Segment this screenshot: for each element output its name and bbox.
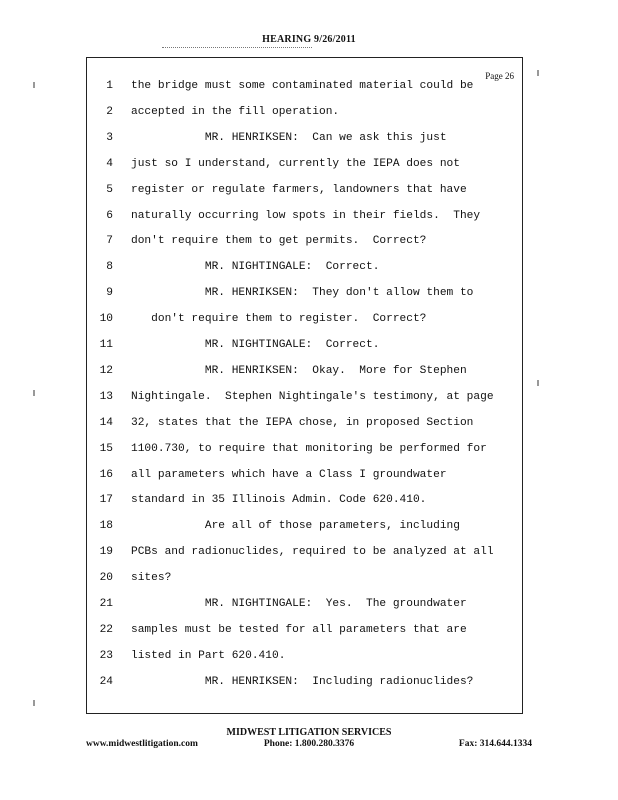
line-number: 5: [106, 183, 113, 196]
transcript-line: [87, 650, 524, 670]
line-text: MR. HENRIKSEN: They don't allow them to: [131, 287, 474, 300]
line-number: 24: [99, 675, 113, 688]
transcript-line: [87, 313, 524, 333]
line-number: 12: [99, 364, 113, 377]
transcript-line: [87, 417, 524, 437]
footer-company: MIDWEST LITIGATION SERVICES: [226, 727, 392, 738]
transcript-line: [87, 365, 524, 385]
line-text: naturally occurring low spots in their fields. They: [131, 209, 481, 222]
transcript-frame: [86, 57, 523, 714]
transcript-line: [87, 598, 524, 618]
line-text: MR. HENRIKSEN: Can we ask this just: [131, 131, 447, 144]
line-text: all parameters which have a Class I groundwater: [131, 468, 447, 481]
line-number: 3: [106, 131, 113, 144]
transcript-line: [87, 572, 524, 592]
line-number: 16: [99, 468, 113, 481]
transcript-line: [87, 391, 524, 411]
line-text: listed in Part 620.410.: [131, 649, 286, 662]
margin-mark: [33, 700, 35, 706]
line-text: MR. NIGHTINGALE: Correct.: [131, 339, 380, 351]
transcript-line: [87, 624, 524, 644]
line-text: accepted in the fill operation.: [131, 105, 340, 118]
line-text: samples must be tested for all parameters that are: [131, 623, 467, 636]
line-number: 23: [99, 649, 113, 662]
footer-website: www.midwestlitigation.com: [86, 739, 198, 749]
line-number: 8: [106, 261, 113, 274]
transcript-line: [87, 494, 524, 514]
margin-mark: [33, 390, 35, 396]
line-text: MR. HENRIKSEN: Okay. More for Stephen: [131, 364, 467, 377]
page-number: Page 26: [485, 71, 514, 81]
transcript-line: [87, 520, 524, 540]
margin-mark: [33, 82, 35, 88]
line-number: 17: [99, 494, 113, 507]
line-text: sites?: [131, 572, 172, 585]
transcript-line: [87, 80, 524, 100]
line-number: 4: [106, 157, 113, 170]
line-number: 10: [99, 313, 113, 326]
line-number: 14: [99, 416, 113, 429]
line-text: don't require them to register. Correct?: [131, 313, 427, 326]
line-number: 19: [99, 546, 113, 559]
line-text: Are all of those parameters, including: [131, 520, 460, 533]
line-text: Nightingale. Stephen Nightingale's testimony, at page: [131, 390, 494, 403]
line-number: 15: [99, 442, 113, 455]
line-text: MR. NIGHTINGALE: Yes. The groundwater: [131, 598, 467, 610]
line-number: 21: [99, 598, 113, 610]
line-text: standard in 35 Illinois Admin. Code 620.410.: [131, 494, 427, 507]
margin-mark: [537, 380, 539, 386]
footer-phone: Phone: 1.800.280.3376: [263, 739, 355, 749]
line-number: 2: [106, 105, 113, 118]
transcript-line: [87, 676, 524, 696]
footer-fax: Fax: 314.644.1334: [458, 739, 532, 749]
transcript-line: [87, 210, 524, 230]
scan-artifact: [162, 47, 312, 49]
line-text: don't require them to get permits. Correct?: [131, 235, 427, 248]
transcript-line: [87, 339, 524, 359]
transcript-line: [87, 287, 524, 307]
line-number: 11: [99, 339, 113, 351]
line-text: just so I understand, currently the IEPA does not: [131, 157, 460, 170]
margin-mark: [537, 70, 539, 76]
transcript-line: [87, 261, 524, 281]
transcript-line: [87, 158, 524, 178]
transcript-line: [87, 184, 524, 204]
line-number: 13: [99, 390, 113, 403]
line-text: MR. HENRIKSEN: Including radionuclides?: [131, 675, 474, 688]
transcript-line: [87, 469, 524, 489]
line-number: 6: [106, 209, 113, 222]
line-text: MR. NIGHTINGALE: Correct.: [131, 261, 380, 274]
line-text: register or regulate farmers, landowners that have: [131, 183, 467, 196]
transcript-line: [87, 132, 524, 152]
line-text: PCBs and radionuclides, required to be analyzed at all: [131, 546, 494, 559]
line-text: 1100.730, to require that monitoring be performed for: [131, 442, 487, 455]
line-number: 20: [99, 572, 113, 585]
transcript-line: [87, 235, 524, 255]
transcript-line: [87, 546, 524, 566]
transcript-line: [87, 443, 524, 463]
line-number: 1: [106, 80, 113, 92]
line-text: 32, states that the IEPA chose, in proposed Section: [131, 416, 474, 429]
line-number: 7: [106, 235, 113, 248]
line-number: 9: [106, 287, 113, 300]
line-text: the bridge must some contaminated material could be: [131, 80, 474, 92]
transcript-line: [87, 106, 524, 126]
line-number: 22: [99, 623, 113, 636]
header-title: HEARING 9/26/2011: [262, 34, 356, 45]
line-number: 18: [99, 520, 113, 533]
